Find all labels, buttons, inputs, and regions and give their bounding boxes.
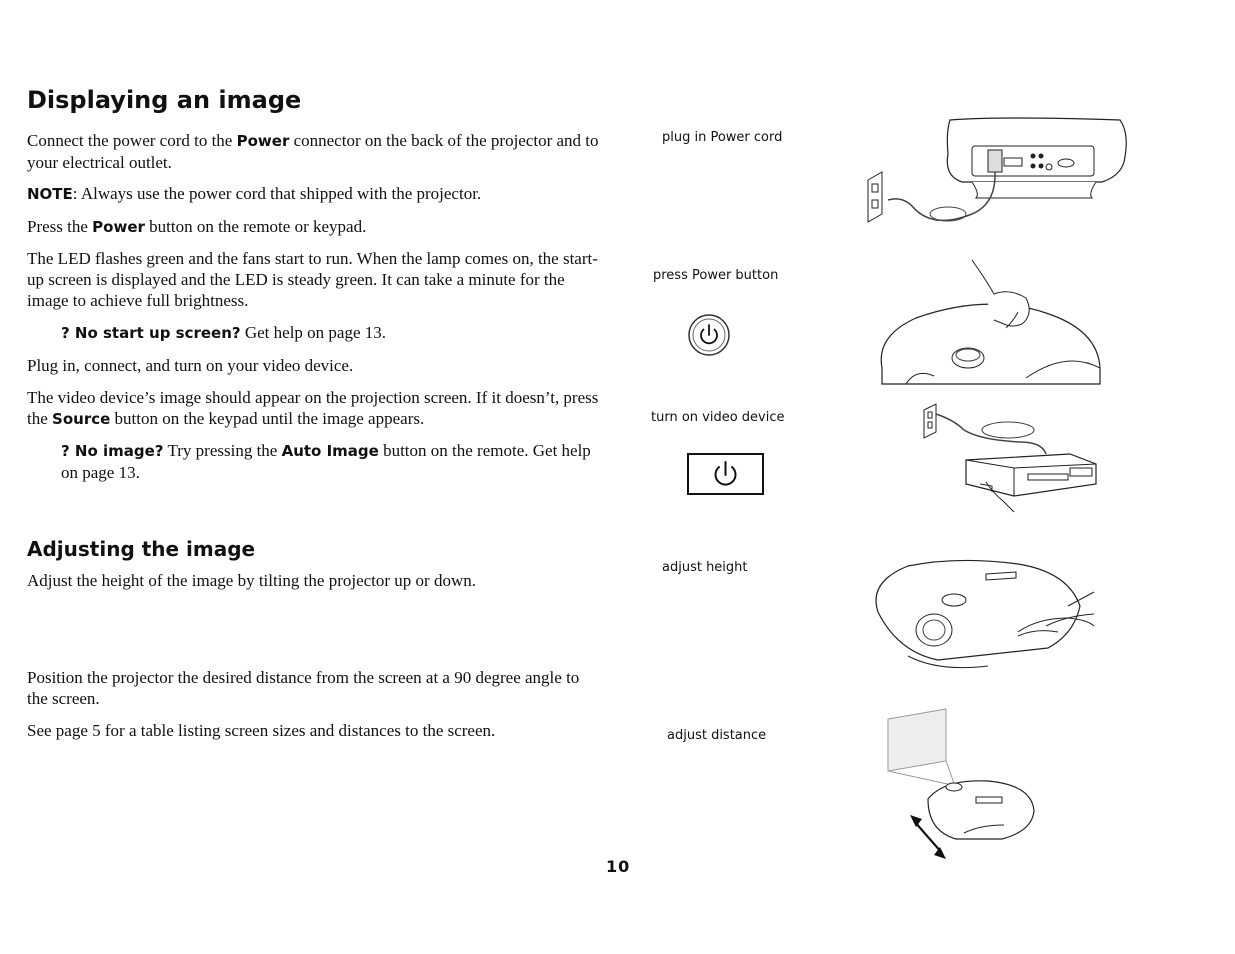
video-device-illustration xyxy=(920,400,1102,514)
text: Get help on page 13. xyxy=(240,323,387,342)
power-switch-icon xyxy=(687,453,764,495)
text: connector on the back of the projector and to your electrical outlet. xyxy=(27,131,599,172)
projector-back-illustration xyxy=(862,114,1132,229)
bold-term: Auto Image xyxy=(281,442,379,460)
paragraph-adjust-height: Adjust the height of the image by tilting the projector up or down. xyxy=(27,571,476,590)
bold-term: Source xyxy=(52,410,111,428)
text: Try pressing the xyxy=(163,441,282,460)
paragraph-see-page-5: See page 5 for a table listing screen sizes and distances to the screen. xyxy=(27,721,496,740)
paragraph-connect-power xyxy=(27,130,607,173)
paragraph-plug-in-device: Plug in, connect, and turn on your video device. xyxy=(27,356,354,375)
page-title: Displaying an image xyxy=(27,86,302,114)
bold-term: Power xyxy=(92,218,145,236)
note-label: NOTE xyxy=(27,185,73,203)
paragraph-led: The LED flashes green and the fans start to run. When the lamp comes on, the start-up screen is displayed and the LED is steady green. It can take a minute for the image to achieve full brightness. xyxy=(27,249,598,310)
text: Connect the power cord to the xyxy=(27,131,237,150)
section-title-adjusting: Adjusting the image xyxy=(27,537,256,561)
tip-no-startup xyxy=(61,322,607,344)
paragraph-video-image xyxy=(27,387,607,430)
projector-distance-illustration xyxy=(884,707,1040,865)
projector-adjust-height-illustration xyxy=(868,556,1098,674)
text: The video device’s image should appear on the projection screen. If it doesn’t, press the xyxy=(27,388,599,428)
caption-video-device: turn on video device xyxy=(651,410,785,425)
paragraph-press-power xyxy=(27,216,607,238)
tip-no-image xyxy=(61,440,607,483)
caption-adjust-height: adjust height xyxy=(662,560,748,575)
text: button on the remote or keypad. xyxy=(144,217,367,236)
caption-plug-power: plug in Power cord xyxy=(662,130,783,145)
page-number: 10 xyxy=(606,857,631,876)
bold-term: Power xyxy=(236,132,290,150)
caption-press-power: press Power button xyxy=(653,268,779,283)
text: button on the remote. Get help on page 13. xyxy=(61,441,591,482)
caption-adjust-distance: adjust distance xyxy=(667,728,767,743)
text: Press the xyxy=(27,217,93,236)
text: : Always use the power cord that shipped with the projector. xyxy=(72,184,482,203)
projector-top-hand-illustration xyxy=(876,258,1106,386)
paragraph-note xyxy=(27,183,607,205)
power-button-icon xyxy=(687,313,731,357)
text: button on the keypad until the image appears. xyxy=(110,409,425,428)
tip-label: ? No start up screen? xyxy=(61,324,241,342)
tip-label: ? No image? xyxy=(61,442,164,460)
paragraph-position-projector: Position the projector the desired distance from the screen at a 90 degree angle to the screen. xyxy=(27,668,580,708)
